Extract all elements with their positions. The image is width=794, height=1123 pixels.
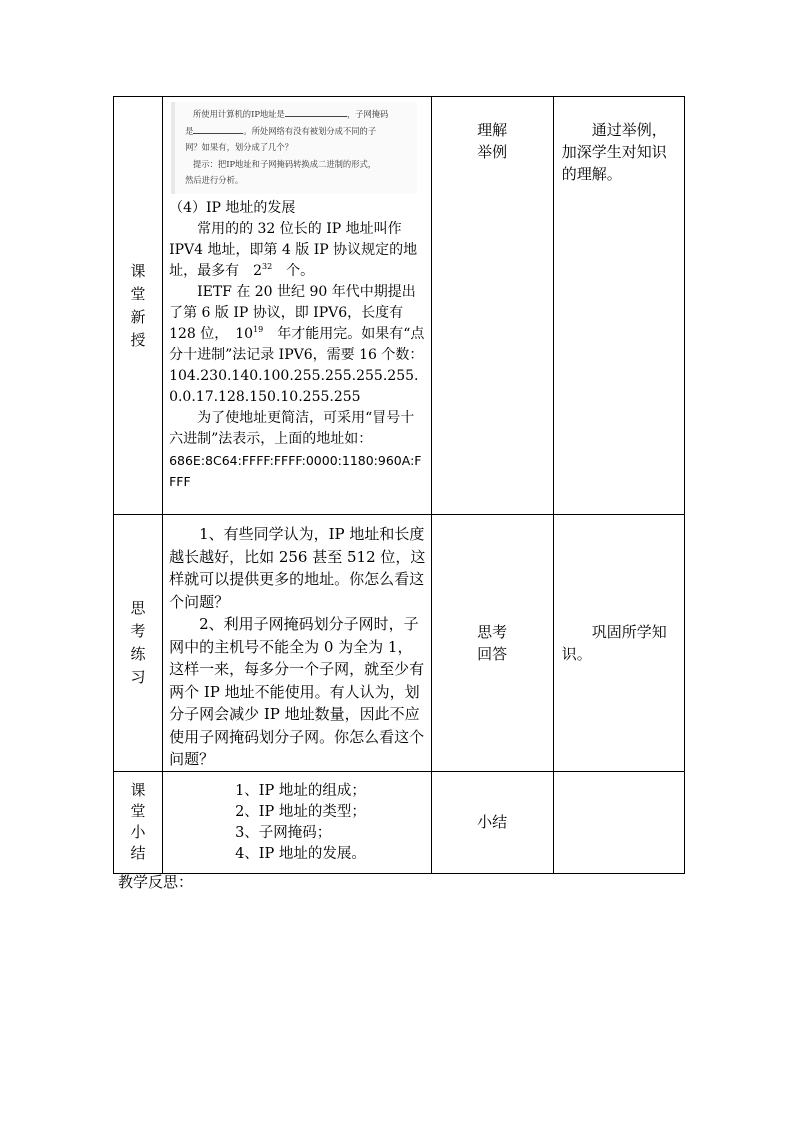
- section-char: 思: [130, 598, 146, 617]
- exponent: 19: [253, 325, 264, 334]
- row-summary: [114, 771, 685, 873]
- paragraph-colon-hex: 为了使地址更简洁，可采用“冒号十六进制”法表示，上面的地址如：: [169, 410, 415, 447]
- image-text: 网？如果有，划分成了几个？: [185, 142, 293, 152]
- activity-new-lesson: [431, 97, 553, 515]
- section-label-practice: [114, 515, 163, 772]
- row-practice: [114, 515, 685, 772]
- exponent: 32: [262, 262, 273, 271]
- section-char: 小: [130, 823, 146, 841]
- content-summary: [163, 771, 431, 873]
- text: 个。: [272, 263, 315, 279]
- section-char: 课: [130, 781, 146, 799]
- text: IETF 在 20 世纪 90 年代中期提出了第 6 版 IP 协议，即 IPV6，长度有 128 位， 10: [169, 284, 416, 342]
- section-char: 习: [130, 667, 146, 686]
- ipv6-colon-hex: 686E:8C64:FFFF:FFFF:0000:1180:960A:FFFF: [169, 453, 422, 489]
- image-text: 所使用计算机的IP地址是: [193, 109, 285, 119]
- subsection-heading: （4）IP 地址的发展: [169, 200, 296, 216]
- activity-summary: [431, 771, 553, 873]
- activity-text: 小结: [477, 813, 508, 831]
- activity-text: 理解: [477, 121, 508, 139]
- scanned-exercise-image: [171, 102, 417, 194]
- summary-item: 4、IP 地址的发展。: [235, 845, 366, 862]
- section-char: 结: [130, 844, 146, 862]
- activity-text: 举例: [477, 143, 508, 161]
- paragraph-ipv6: [169, 282, 426, 366]
- section-char: 考: [130, 621, 146, 640]
- image-text: 。所处网络有没有被划分成不同的子: [243, 125, 377, 136]
- section-char: 堂: [130, 284, 146, 303]
- content-new-lesson: [163, 97, 431, 515]
- text: 年才能用完。如果有“点分十进制”法记录 IPV6，需要 16 个数：: [169, 326, 425, 363]
- activity-practice: [431, 515, 553, 772]
- purpose-text: 巩固所学知识。: [561, 622, 667, 663]
- purpose-summary: [553, 771, 684, 873]
- purpose-text: 通过举例，加深学生对知识的理解。: [561, 121, 667, 183]
- section-label-new-lesson: [114, 97, 163, 515]
- activity-text: 回答: [477, 644, 508, 663]
- image-text: 提示：把IP地址和子网掩码转换成二进制的形式，: [193, 158, 377, 169]
- section-char: 新: [130, 307, 146, 326]
- blank-line: [193, 123, 243, 134]
- image-text: ，子网掩码: [346, 109, 389, 119]
- ipv6-dotted-decimal: 104.230.140.100.255.255.255.255.0.0.17.128.150.10.255.255: [169, 368, 419, 405]
- question-2: 2、利用子网掩码划分子网时，子网中的主机号不能全为 0 为全为 1，这样一来，每多分一个子网，就至少有两个 IP 地址不能使用。有人认为，划分子网会减少 IP 地址数量，因此不应使用子网掩码划分子网。你怎么看这个问题？: [169, 615, 425, 768]
- paragraph-ipv4: [169, 219, 426, 282]
- row-new-lesson: [114, 97, 685, 515]
- section-char: 授: [130, 330, 146, 349]
- question-1: 1、有些同学认为，IP 地址和长度越长越好，比如 256 甚至 512 位，这样就可以提供更多的地址。你怎么看这个问题？: [169, 525, 426, 611]
- section-char: 堂: [130, 802, 146, 820]
- teaching-reflection-label: 教学反思：: [118, 873, 194, 891]
- summary-item: 1、IP 地址的组成；: [235, 782, 366, 799]
- section-char: 课: [130, 261, 146, 280]
- summary-item: 3、子网掩码；: [235, 824, 332, 841]
- summary-item: 2、IP 地址的类型；: [235, 803, 366, 820]
- activity-text: 思考: [477, 622, 508, 641]
- section-char: 练: [130, 644, 146, 663]
- image-text: 是: [185, 125, 194, 136]
- content-practice: [163, 515, 431, 772]
- purpose-new-lesson: [553, 97, 684, 515]
- text: 常用的的 32 位长的 IP 地址叫作 IPV4 地址，即第 4 版 IP 协议规定的地址，最多有 2: [169, 221, 418, 279]
- image-text: 然后进行分析。: [185, 175, 244, 185]
- purpose-practice: [553, 515, 684, 772]
- lesson-table: [113, 96, 685, 874]
- section-label-summary: [114, 771, 163, 873]
- blank-line: [285, 106, 347, 117]
